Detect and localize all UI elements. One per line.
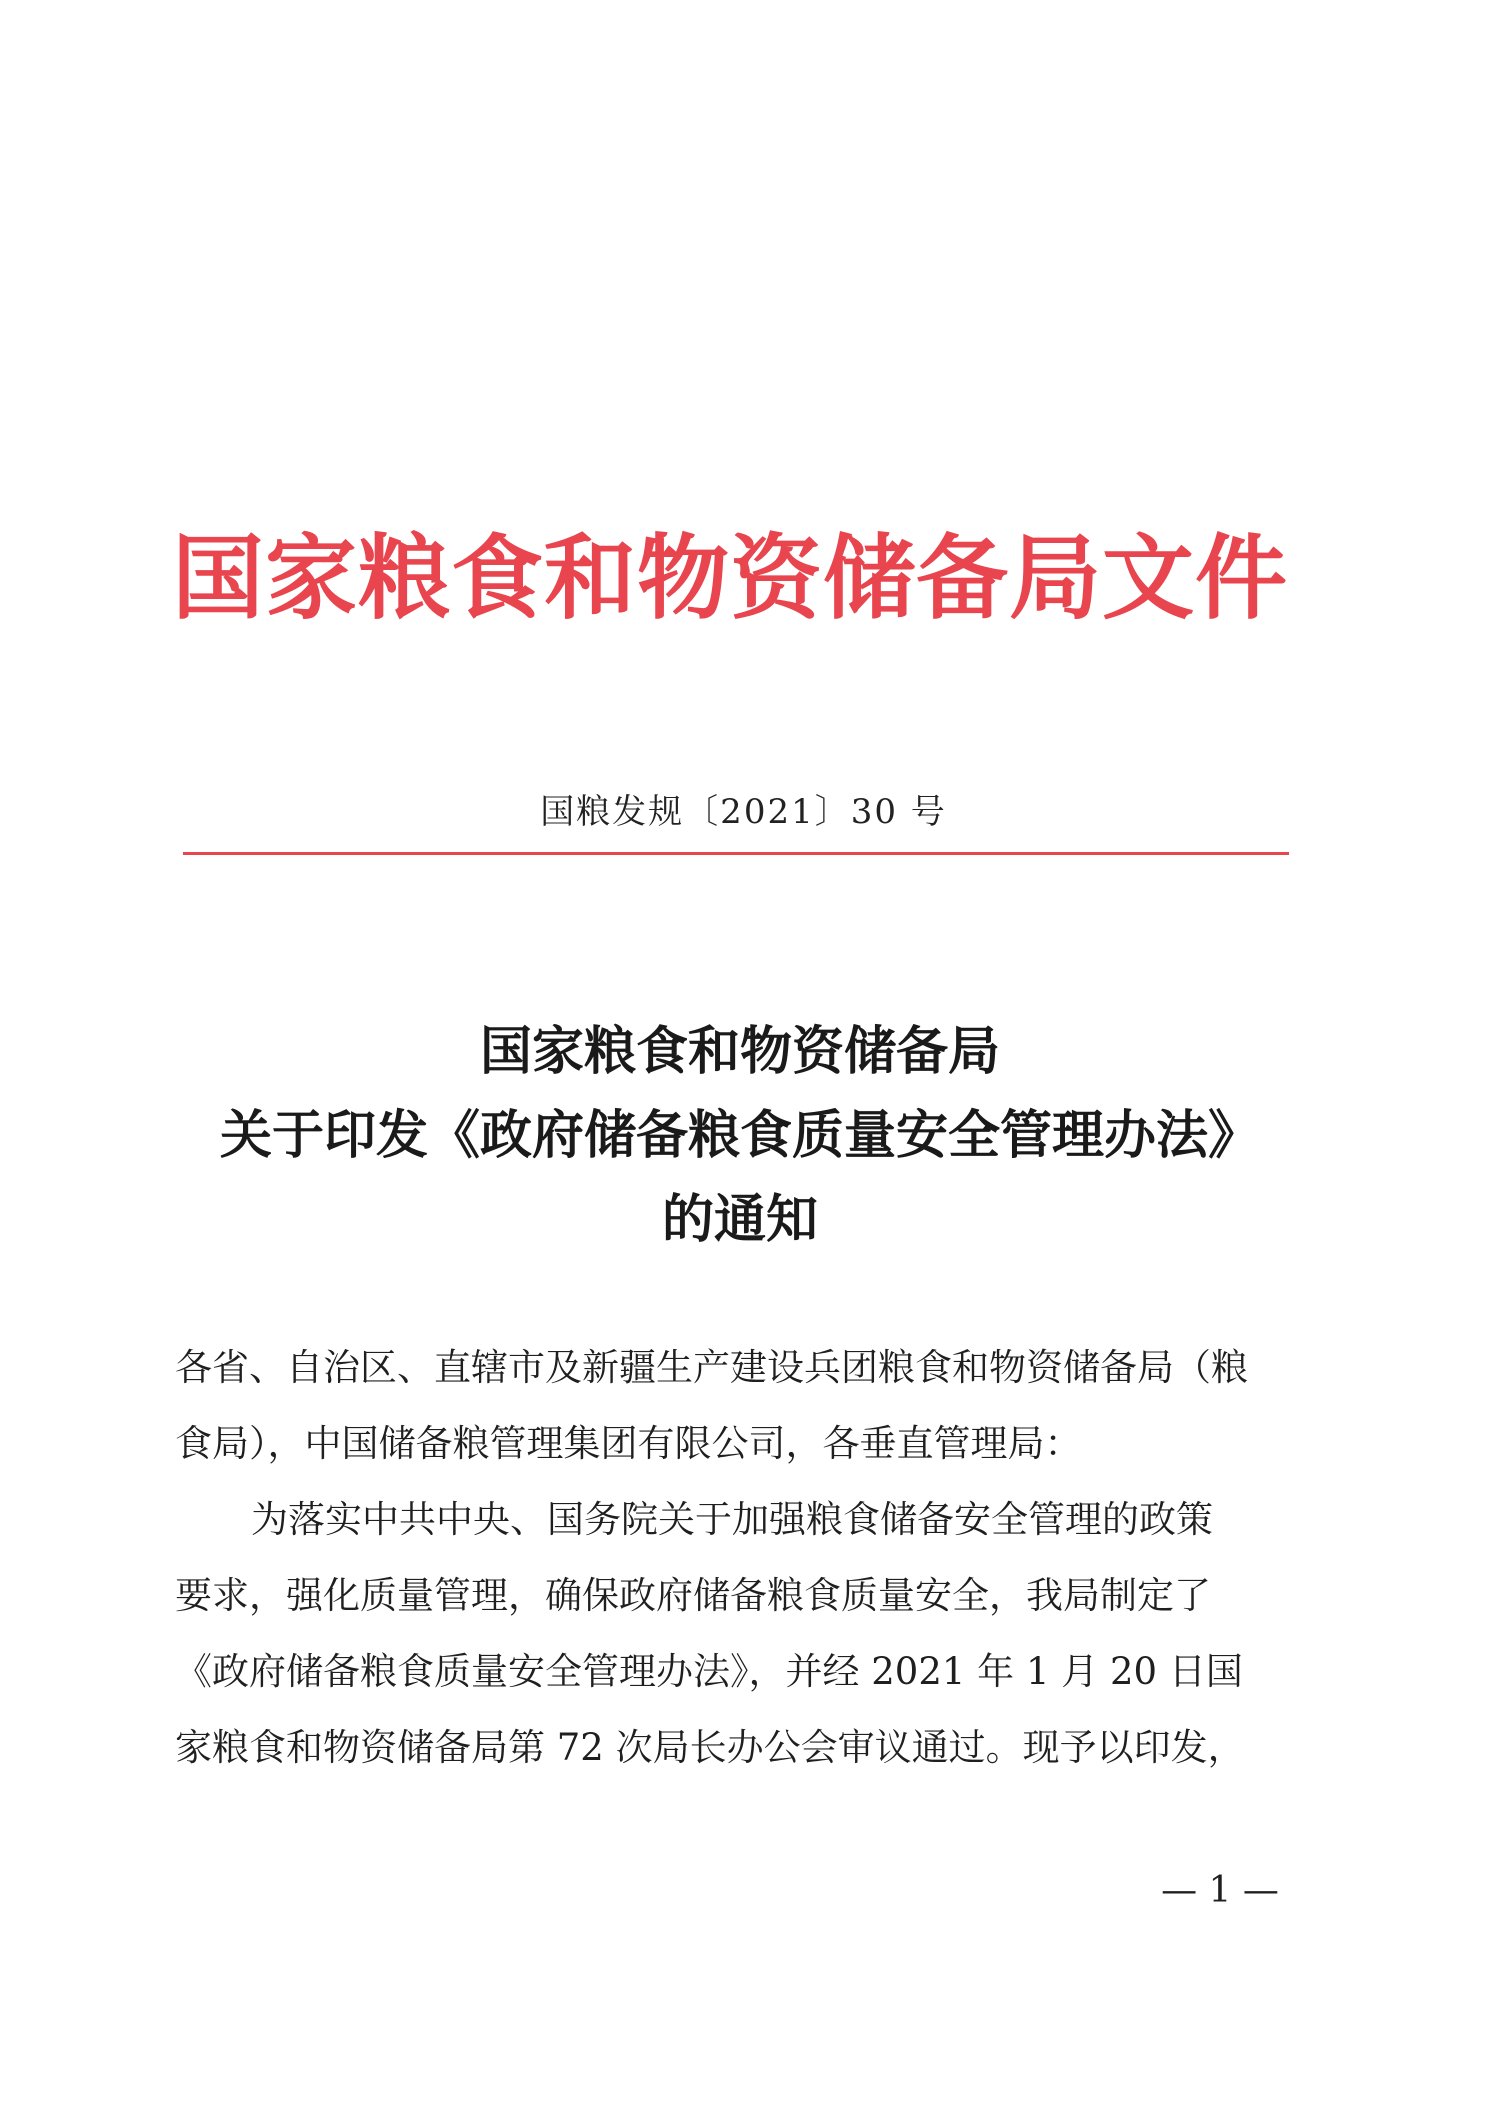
paragraph-line-4: 家粮食和物资储备局第 72 次局长办公会审议通过。现予以印发， [175, 1726, 1245, 1769]
paragraph-line-2: 要求，强化质量管理，确保政府储备粮食质量安全，我局制定了 [175, 1574, 1211, 1617]
page-number: — 1 — [1161, 1870, 1279, 1911]
addressee-line-1: 各省、自治区、直辖市及新疆生产建设兵团粮食和物资储备局（粮 [175, 1346, 1248, 1389]
notice-body [175, 1330, 1290, 1786]
red-divider-line [183, 852, 1289, 855]
addressee-paragraph [175, 1330, 1290, 1482]
notice-title-line-1: 国家粮食和物资储备局 [479, 1021, 1000, 1082]
paragraph-line-3: 《政府储备粮食质量安全管理办法》，并经 2021 年 1 月 20 日国 [175, 1650, 1243, 1693]
paragraph-line-1: 为落实中共中央、国务院关于加强粮食储备安全管理的政策 [251, 1498, 1213, 1541]
main-paragraph [175, 1482, 1290, 1786]
notice-title-line-3: 的通知 [661, 1189, 818, 1250]
addressee-line-2: 食局），中国储备粮管理集团有限公司，各垂直管理局： [175, 1422, 1082, 1465]
masthead-title: 国家粮食和物资储备局文件 [171, 525, 1288, 632]
notice-title [150, 1010, 1330, 1262]
document-number: 国粮发规〔2021〕30 号 [540, 792, 947, 832]
notice-title-line-2: 关于印发《政府储备粮食质量安全管理办法》 [219, 1105, 1260, 1166]
